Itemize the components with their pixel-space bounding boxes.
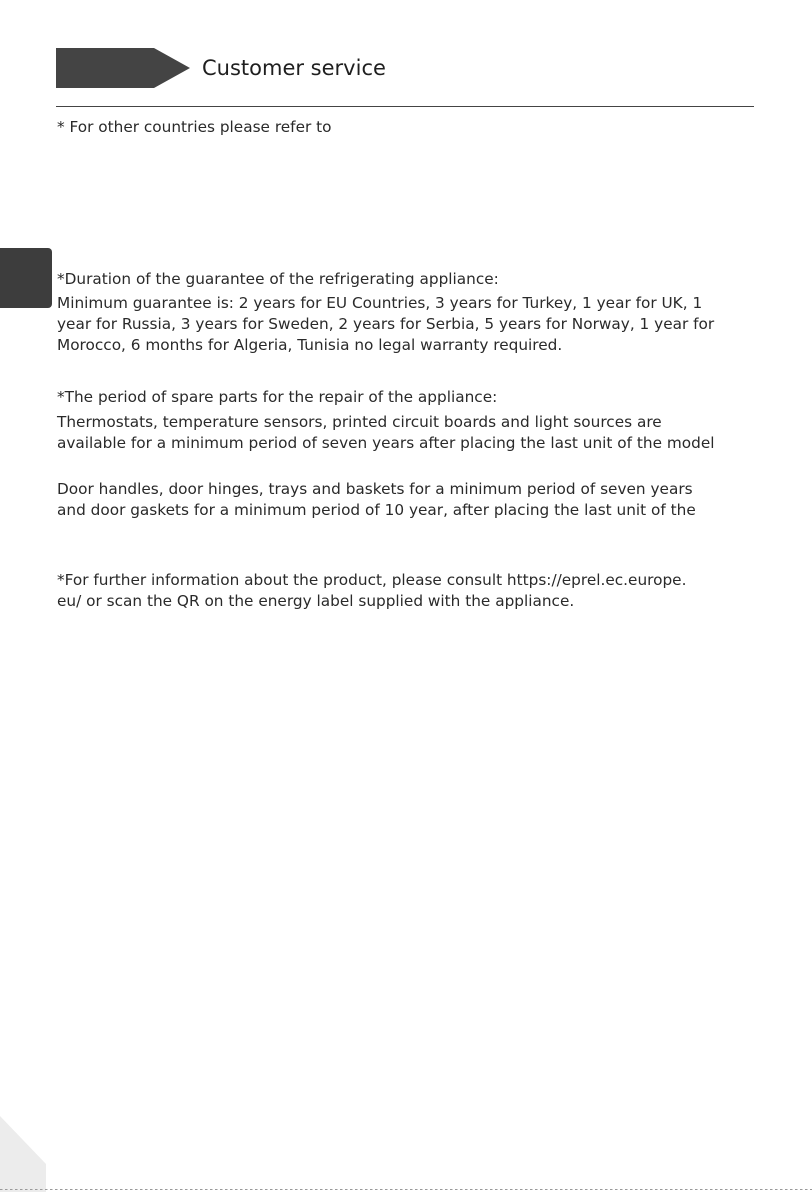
guarantee-heading-line: *Duration of the guarantee of the refrigerating appliance:	[57, 270, 499, 288]
spare-parts-line: Thermostats, temperature sensors, printed circuit boards and light sources are	[57, 413, 662, 431]
spare-parts-line: available for a minimum period of seven years after placing the last unit of the model	[57, 434, 715, 452]
page-corner-decoration	[0, 1116, 46, 1192]
section-header-arrow	[56, 48, 190, 88]
header-divider	[56, 106, 754, 107]
further-info-line: *For further information about the product, please consult https://eprel.ec.europe.	[57, 571, 687, 589]
door-parts-text	[57, 479, 757, 521]
guarantee-line: year for Russia, 3 years for Sweden, 2 years for Serbia, 5 years for Norway, 1 year for	[57, 315, 715, 333]
further-info-line: eu/ or scan the QR on the energy label supplied with the appliance.	[57, 592, 575, 610]
guarantee-heading	[57, 269, 757, 290]
guarantee-line: Minimum guarantee is: 2 years for EU Countries, 3 years for Turkey, 1 year for UK, 1	[57, 294, 703, 312]
bottom-dotted-border	[0, 1189, 812, 1190]
guarantee-text	[57, 293, 757, 356]
section-title: Customer service	[202, 56, 386, 80]
door-parts-line: and door gaskets for a minimum period of 10 year, after placing the last unit of the	[57, 501, 696, 519]
other-countries-line: * For other countries please refer to	[57, 118, 332, 136]
spare-parts-text	[57, 412, 757, 454]
spare-parts-heading-line: *The period of spare parts for the repair of the appliance:	[57, 388, 498, 406]
further-info-text	[57, 570, 757, 612]
other-countries-note	[57, 117, 757, 138]
guarantee-line: Morocco, 6 months for Algeria, Tunisia no legal warranty required.	[57, 336, 563, 354]
spare-parts-heading	[57, 387, 757, 408]
side-chapter-tab	[0, 248, 52, 308]
door-parts-line: Door handles, door hinges, trays and baskets for a minimum period of seven years	[57, 480, 693, 498]
